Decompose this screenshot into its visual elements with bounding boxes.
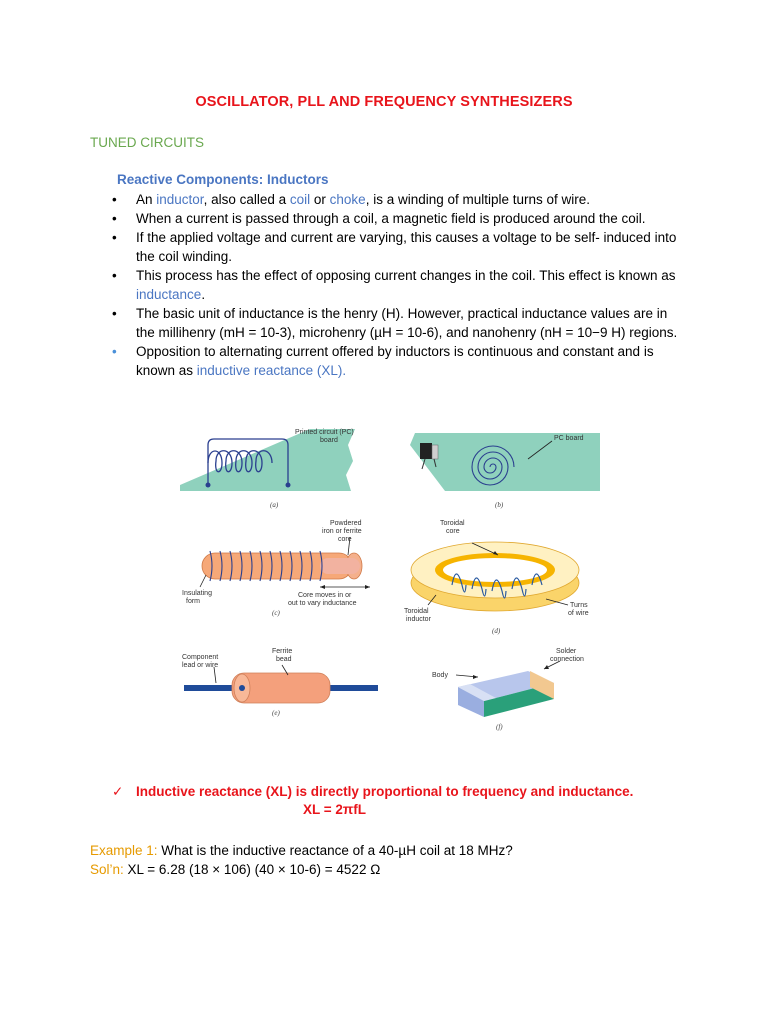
- label: PC board: [554, 435, 584, 442]
- key-point-text: Inductive reactance (XL) is directly proportional to frequency and inductance.: [136, 784, 634, 799]
- inductor-types-figure: [170, 415, 610, 740]
- bullet-marker: •: [112, 192, 117, 207]
- label: connection: [550, 656, 584, 663]
- label: Core moves in or: [298, 592, 352, 599]
- caption: (d): [492, 627, 501, 635]
- text: This process has the effect of opposing current changes in the coil. This effect is known as: [136, 268, 676, 283]
- label: lead or wire: [182, 662, 219, 669]
- keyword-choke: choke: [329, 192, 366, 207]
- panel-c-ferrite-core-coil: [182, 520, 370, 617]
- label: iron or ferrite: [322, 528, 362, 535]
- text: When a current is passed through a coil, a magnetic field is produced around the coil.: [136, 211, 646, 226]
- text: If the applied voltage and current are varying, this causes a voltage to be self- induced into the coil winding.: [136, 230, 677, 264]
- bullet-item: [112, 266, 682, 304]
- example-question: What is the inductive reactance of a 40-µH coil at 18 MHz?: [157, 843, 513, 858]
- document-title: OSCILLATOR, PLL AND FREQUENCY SYNTHESIZERS: [195, 94, 573, 110]
- caption: (f): [496, 723, 503, 731]
- text: , is a winding of multiple turns of wire.: [365, 192, 591, 207]
- keyword-inductive-reactance: inductive reactance (XL).: [196, 363, 347, 378]
- label: out to vary inductance: [288, 600, 357, 607]
- panel-e-ferrite-bead: [182, 648, 378, 717]
- keyword-inductor: inductor: [156, 192, 204, 207]
- text: , also called a: [203, 192, 290, 207]
- keyword-inductance: inductance: [136, 287, 202, 302]
- text: Opposition to alternating current offered by inductors is continuous and constant and is known as: [136, 344, 654, 378]
- label: core: [338, 536, 352, 543]
- subsection-heading: Reactive Components: Inductors: [117, 172, 329, 187]
- bullet-item: [112, 304, 682, 342]
- panel-b-spiral-inductor: [410, 433, 600, 509]
- text: An: [136, 192, 157, 207]
- label: bead: [276, 656, 292, 663]
- label: Toroidal: [404, 608, 429, 615]
- label: Solder: [556, 648, 577, 655]
- solution-label: Sol’n:: [90, 862, 124, 877]
- bullet-marker: •: [112, 344, 117, 359]
- label: form: [186, 598, 200, 605]
- bullet-item: [112, 228, 682, 266]
- bullet-item: [112, 342, 682, 380]
- bullet-item: [112, 190, 682, 209]
- reactance-formula: XL = 2πfL: [303, 802, 366, 817]
- label: board: [320, 437, 338, 444]
- section-heading: TUNED CIRCUITS: [90, 135, 204, 150]
- bullet-item: [112, 209, 682, 228]
- text: The basic unit of inductance is the henry (H). However, practical inductance values are in the millihenry (mH = 10-3), microhenry (µH = 10-6), and nanohenry (nH = 10−9 H) regions.: [136, 306, 678, 340]
- example-label: Example 1:: [90, 843, 158, 858]
- example-solution: XL = 6.28 (18 × 106) (40 × 10-6) = 4522 Ω: [123, 862, 381, 877]
- example-block: [90, 841, 513, 879]
- example-solution-line: [90, 860, 513, 879]
- text: or: [310, 192, 330, 207]
- label: Turns: [570, 602, 588, 609]
- caption: (b): [495, 501, 504, 509]
- label: Insulating: [182, 590, 212, 597]
- panel-d-toroidal-inductor: [404, 520, 589, 635]
- label: Printed circuit (PC): [295, 429, 354, 436]
- bullet-marker: •: [112, 230, 117, 245]
- bullet-marker: •: [112, 211, 117, 226]
- key-point: [112, 784, 633, 800]
- caption: (e): [272, 709, 280, 717]
- keyword-coil: coil: [289, 192, 311, 207]
- label: of wire: [568, 610, 589, 617]
- bullet-marker: •: [112, 306, 117, 321]
- label: core: [446, 528, 460, 535]
- label: Powdered: [330, 520, 362, 527]
- label: inductor: [406, 616, 431, 623]
- bullet-list: [112, 190, 682, 380]
- text: .: [201, 287, 206, 302]
- caption: (c): [272, 609, 280, 617]
- panel-a-pc-board-coil: [180, 429, 355, 509]
- bullet-marker: •: [112, 268, 117, 283]
- label: Component: [182, 654, 219, 661]
- label: Body: [432, 672, 448, 679]
- panel-f-chip-inductor: [432, 648, 584, 731]
- label: Ferrite: [272, 648, 293, 655]
- label: Toroidal: [440, 520, 465, 527]
- caption: (a): [270, 501, 279, 509]
- check-icon: ✓: [112, 784, 124, 799]
- example-question-line: [90, 841, 513, 860]
